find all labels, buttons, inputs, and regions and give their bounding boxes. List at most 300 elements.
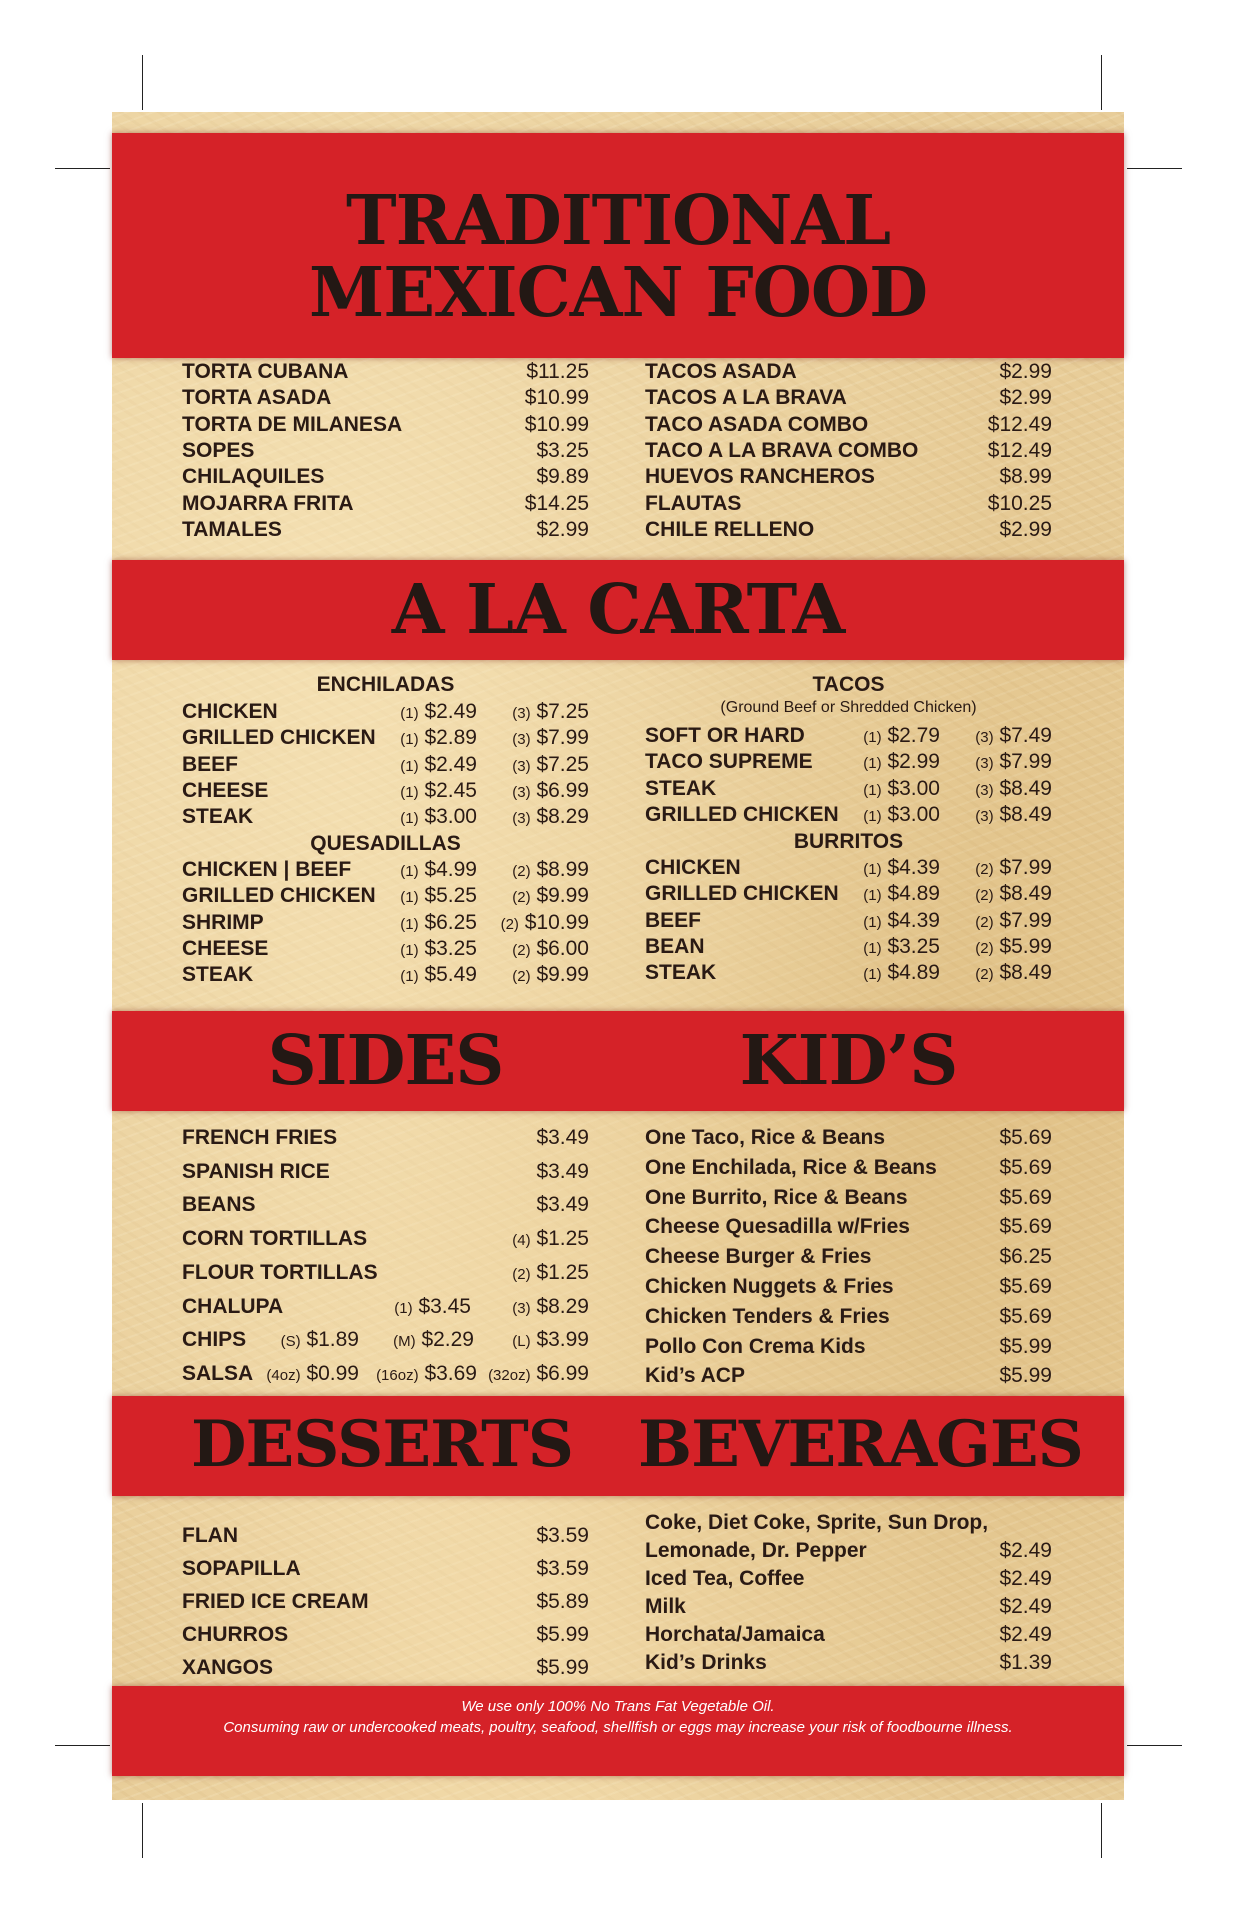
menu-item-row bbox=[182, 778, 589, 804]
price-value: $3.00 bbox=[887, 776, 940, 800]
item-price: $10.99 bbox=[524, 386, 589, 410]
quantity-price bbox=[975, 802, 1052, 830]
quantity-label: (3) bbox=[512, 783, 531, 801]
menu-item-row bbox=[645, 723, 1052, 749]
menu-item-row bbox=[182, 1192, 589, 1218]
menu-item-row bbox=[645, 1566, 1052, 1592]
menu-item-row bbox=[645, 1650, 1052, 1676]
item-price: $3.25 bbox=[536, 438, 589, 462]
menu-card bbox=[112, 112, 1124, 1800]
quantity-label: (3) bbox=[512, 705, 531, 722]
price-value: $4.89 bbox=[887, 961, 940, 985]
item-name: CHICKEN bbox=[645, 856, 741, 879]
price-value: $5.25 bbox=[424, 884, 477, 908]
item-name: One Taco, Rice & Beans bbox=[645, 1126, 886, 1149]
price-value: $1.25 bbox=[536, 1260, 589, 1284]
item-name: CHILAQUILES bbox=[182, 465, 325, 489]
quantity-price bbox=[400, 699, 477, 727]
item-name: CHILE RELLENO bbox=[645, 517, 815, 541]
quantity-label: (1) bbox=[400, 731, 419, 749]
desserts-title: DESSERTS bbox=[191, 1407, 573, 1482]
item-name: STEAK bbox=[182, 805, 254, 829]
quantity-price bbox=[863, 802, 940, 830]
price-value: $7.25 bbox=[536, 700, 589, 723]
item-price: $12.49 bbox=[987, 438, 1052, 462]
enchiladas-heading: ENCHILADAS bbox=[316, 673, 455, 696]
quantity-label: (2) bbox=[975, 887, 994, 905]
item-name: Kid’s ACP bbox=[645, 1364, 745, 1388]
menu-item-row bbox=[182, 804, 589, 830]
item-price: $2.99 bbox=[999, 517, 1052, 541]
quantity-price bbox=[400, 725, 477, 753]
quantity-label: (1) bbox=[863, 729, 882, 746]
crop-mark bbox=[55, 168, 110, 169]
item-name: Chicken Tenders & Fries bbox=[645, 1304, 890, 1328]
quantity-price bbox=[512, 725, 589, 753]
item-price: $5.69 bbox=[999, 1215, 1052, 1239]
menu-item-row bbox=[645, 1244, 1052, 1270]
item-name: HUEVOS RANCHEROS bbox=[645, 465, 875, 489]
item-name: Cheese Burger & Fries bbox=[645, 1245, 872, 1269]
quantity-price bbox=[512, 778, 589, 806]
item-name: Pollo Con Crema Kids bbox=[645, 1334, 866, 1358]
menu-item-row bbox=[182, 1327, 589, 1353]
item-name: TORTA ASADA bbox=[182, 386, 332, 410]
menu-item-row bbox=[645, 1155, 1052, 1181]
quantity-label: (3) bbox=[512, 810, 531, 828]
quantity-label: (S) bbox=[280, 1333, 301, 1351]
menu-item-row bbox=[645, 1274, 1052, 1300]
footer-line1: We use only 100% No Trans Fat Vegetable Oil. bbox=[461, 1698, 775, 1715]
quantity-price bbox=[863, 776, 940, 804]
item-name: One Burrito, Rice & Beans bbox=[645, 1185, 908, 1209]
crop-mark bbox=[1127, 1745, 1182, 1746]
quantity-price bbox=[863, 723, 940, 751]
quantity-label: (3) bbox=[512, 731, 531, 749]
tacos-heading: TACOS bbox=[812, 673, 885, 696]
menu-item-row bbox=[182, 725, 589, 751]
item-price: $5.89 bbox=[536, 1590, 589, 1613]
quantity-price bbox=[512, 1260, 589, 1288]
beverages-title: BEVERAGES bbox=[638, 1407, 1083, 1482]
menu-item-row bbox=[182, 1226, 589, 1252]
price-value: $1.25 bbox=[536, 1227, 589, 1251]
item-name: STEAK bbox=[645, 776, 717, 800]
item-name: SPANISH RICE bbox=[182, 1159, 330, 1183]
price-value: $4.99 bbox=[424, 858, 477, 881]
price-value: $10.99 bbox=[524, 910, 589, 934]
quantity-price bbox=[400, 804, 477, 832]
menu-item-row bbox=[645, 491, 1052, 517]
price-value: $7.99 bbox=[536, 726, 589, 750]
menu-item-row bbox=[645, 855, 1052, 881]
item-name: GRILLED CHICKEN bbox=[645, 882, 839, 906]
item-price: $8.99 bbox=[999, 465, 1052, 489]
price-value: $4.89 bbox=[887, 882, 940, 906]
item-name: CHIPS bbox=[182, 1328, 247, 1352]
quantity-price bbox=[975, 723, 1052, 751]
price-value: $7.25 bbox=[536, 752, 589, 776]
quantity-price bbox=[400, 883, 477, 911]
menu-item-row bbox=[182, 438, 589, 464]
quantity-label: (1) bbox=[863, 861, 882, 878]
price-value: $8.49 bbox=[999, 882, 1052, 906]
menu-item-row bbox=[182, 1655, 589, 1681]
menu-item-row bbox=[645, 749, 1052, 775]
price-value: $9.99 bbox=[536, 963, 589, 987]
item-price: $5.69 bbox=[999, 1304, 1052, 1328]
item-name: Iced Tea, Coffee bbox=[645, 1567, 805, 1590]
price-value: $7.49 bbox=[999, 724, 1052, 747]
menu-item-row bbox=[645, 1622, 1052, 1648]
a-la-carta-title: A LA CARTA bbox=[391, 570, 845, 650]
menu-item-row bbox=[182, 883, 589, 909]
menu-item-row bbox=[182, 1294, 589, 1320]
quantity-price bbox=[394, 1294, 471, 1322]
menu-item-row bbox=[645, 881, 1052, 907]
menu-item-row bbox=[182, 962, 589, 988]
menu-item-row bbox=[645, 1594, 1052, 1620]
quantity-price bbox=[266, 1361, 359, 1389]
item-price: $1.39 bbox=[999, 1651, 1052, 1674]
item-price: $3.49 bbox=[536, 1159, 589, 1183]
quantity-price bbox=[975, 881, 1052, 909]
quantity-label: (2) bbox=[975, 861, 994, 878]
quantity-price bbox=[863, 881, 940, 909]
menu-item-row bbox=[645, 960, 1052, 986]
price-value: $3.25 bbox=[424, 936, 477, 960]
item-name: Milk bbox=[645, 1595, 686, 1618]
item-name: BEEF bbox=[645, 908, 702, 932]
price-value: $4.39 bbox=[887, 908, 940, 932]
menu-item-row bbox=[182, 412, 589, 438]
quantity-label: (1) bbox=[400, 757, 419, 775]
menu-item-row bbox=[645, 802, 1052, 828]
menu-item-row bbox=[645, 464, 1052, 490]
item-price: $9.89 bbox=[536, 465, 589, 489]
quantity-label: (2) bbox=[975, 966, 994, 984]
quantity-label: (32oz) bbox=[488, 1366, 531, 1384]
item-price: $10.99 bbox=[524, 412, 589, 436]
quantity-label: (16oz) bbox=[376, 1366, 419, 1384]
price-value: $5.49 bbox=[424, 963, 477, 987]
item-name: TACOS ASADA bbox=[645, 360, 797, 383]
beverage-name: Coke, Diet Coke, Sprite, Sun Drop, bbox=[645, 1511, 989, 1534]
item-name: Chicken Nuggets & Fries bbox=[645, 1275, 894, 1298]
item-name: Kid’s Drinks bbox=[645, 1651, 767, 1674]
price-value: $7.99 bbox=[999, 856, 1052, 879]
menu-item-row bbox=[182, 699, 589, 725]
menu-item-row bbox=[182, 1125, 589, 1151]
price-value: $2.79 bbox=[887, 724, 940, 747]
quantity-price bbox=[376, 1361, 477, 1389]
menu-item-row bbox=[182, 1361, 589, 1387]
quantity-label: (2) bbox=[975, 913, 994, 931]
crop-mark bbox=[55, 1745, 110, 1746]
menu-item-row bbox=[645, 1334, 1052, 1360]
menu-item-row bbox=[645, 438, 1052, 464]
price-value: $2.99 bbox=[887, 750, 940, 774]
sides-title: SIDES bbox=[267, 1021, 504, 1101]
quantity-price bbox=[975, 934, 1052, 962]
quantity-price bbox=[393, 1327, 474, 1355]
item-name: XANGOS bbox=[182, 1656, 274, 1679]
quantity-price bbox=[863, 934, 940, 962]
menu-item-row bbox=[182, 1523, 589, 1549]
item-name: SOFT OR HARD bbox=[645, 724, 805, 747]
item-price: $3.59 bbox=[536, 1557, 589, 1580]
item-name: TACO A LA BRAVA COMBO bbox=[645, 438, 919, 462]
price-value: $3.00 bbox=[424, 805, 477, 829]
item-name: GRILLED CHICKEN bbox=[645, 802, 839, 826]
quantity-price bbox=[400, 752, 477, 780]
quantity-price bbox=[863, 908, 940, 936]
quantity-label: (3) bbox=[975, 807, 994, 825]
kids-title: KID’S bbox=[739, 1021, 958, 1101]
item-name: CHURROS bbox=[182, 1623, 289, 1646]
item-price: $2.49 bbox=[999, 1567, 1052, 1590]
menu-item-row bbox=[182, 491, 589, 517]
price-value: $2.29 bbox=[421, 1328, 474, 1352]
quantity-label: (2) bbox=[500, 915, 519, 933]
crop-mark bbox=[1101, 1803, 1102, 1858]
quantity-price bbox=[400, 936, 477, 964]
item-name: STEAK bbox=[182, 963, 254, 987]
item-name: One Enchilada, Rice & Beans bbox=[645, 1155, 937, 1179]
menu-item-row bbox=[645, 1538, 1052, 1564]
item-name: TORTA CUBANA bbox=[182, 360, 349, 383]
menu-item-row bbox=[182, 385, 589, 411]
menu-item-row bbox=[182, 857, 589, 883]
quantity-label: (1) bbox=[863, 781, 882, 799]
price-value: $7.99 bbox=[999, 750, 1052, 774]
traditional-title-line1: TRADITIONAL bbox=[345, 181, 891, 261]
traditional-title-line2: MEXICAN FOOD bbox=[308, 253, 928, 333]
crop-mark bbox=[142, 55, 143, 110]
item-name: CHEESE bbox=[182, 936, 269, 960]
item-price: $11.25 bbox=[526, 360, 589, 383]
quantity-price bbox=[512, 804, 589, 832]
item-price: $5.99 bbox=[999, 1334, 1052, 1358]
quantity-label: (1) bbox=[394, 1299, 413, 1317]
quantity-label: (1) bbox=[400, 783, 419, 801]
burritos-heading: BURRITOS bbox=[793, 830, 904, 853]
item-name: TAMALES bbox=[182, 517, 282, 541]
quantity-label: (1) bbox=[863, 755, 882, 773]
item-name: SOPAPILLA bbox=[182, 1557, 301, 1580]
price-value: $3.00 bbox=[887, 802, 940, 826]
menu-item-row bbox=[645, 517, 1052, 543]
item-price: $5.99 bbox=[999, 1364, 1052, 1388]
item-name: FRENCH FRIES bbox=[182, 1126, 338, 1149]
quantity-label: (1) bbox=[400, 705, 419, 722]
price-value: $7.99 bbox=[999, 908, 1052, 932]
menu-item-row bbox=[182, 752, 589, 778]
item-name: STEAK bbox=[645, 961, 717, 985]
menu-item-row bbox=[645, 934, 1052, 960]
price-value: $2.45 bbox=[424, 778, 477, 802]
quantity-label: (1) bbox=[863, 939, 882, 957]
crop-mark bbox=[1101, 55, 1102, 110]
item-name: CHICKEN bbox=[182, 700, 278, 723]
price-value: $2.49 bbox=[424, 700, 477, 723]
menu-item-row bbox=[182, 464, 589, 490]
crop-mark bbox=[142, 1803, 143, 1858]
quantity-price bbox=[512, 857, 589, 885]
item-price: $2.99 bbox=[999, 360, 1052, 383]
item-price: $2.49 bbox=[999, 1539, 1052, 1562]
item-name: TACOS A LA BRAVA bbox=[645, 386, 847, 410]
menu-item-row bbox=[645, 1214, 1052, 1240]
price-value: $6.99 bbox=[536, 1361, 589, 1385]
item-name: SHRIMP bbox=[182, 910, 264, 934]
menu-item-row bbox=[182, 1556, 589, 1582]
menu-item-row bbox=[182, 359, 589, 385]
quantity-price bbox=[512, 1294, 589, 1322]
quantity-price bbox=[863, 749, 940, 777]
item-name: MOJARRA FRITA bbox=[182, 491, 354, 515]
quantity-label: (1) bbox=[400, 968, 419, 986]
quantity-label: (1) bbox=[863, 807, 882, 825]
quantity-label: (3) bbox=[512, 757, 531, 775]
quantity-label: (3) bbox=[975, 781, 994, 799]
price-value: $2.89 bbox=[424, 726, 477, 750]
price-value: $6.25 bbox=[424, 910, 477, 934]
item-price: $2.49 bbox=[999, 1595, 1052, 1618]
quantity-price bbox=[512, 883, 589, 911]
item-name: BEANS bbox=[182, 1193, 256, 1217]
item-name: FLAUTAS bbox=[645, 491, 742, 515]
quantity-price bbox=[501, 910, 589, 938]
quantity-price bbox=[863, 855, 940, 883]
item-name: GRILLED CHICKEN bbox=[182, 884, 376, 908]
item-price: $2.49 bbox=[999, 1623, 1052, 1646]
quantity-price bbox=[512, 1327, 589, 1355]
price-value: $1.89 bbox=[306, 1328, 359, 1352]
item-name: SOPES bbox=[182, 438, 255, 462]
menu-item-row bbox=[645, 1363, 1052, 1389]
price-value: $3.69 bbox=[424, 1361, 477, 1385]
quantity-price bbox=[975, 855, 1052, 883]
price-value: $8.29 bbox=[536, 805, 589, 829]
quantity-price bbox=[975, 908, 1052, 936]
price-value: $8.49 bbox=[999, 776, 1052, 800]
menu-item-row bbox=[645, 1125, 1052, 1151]
quantity-price bbox=[512, 752, 589, 780]
item-price: $5.69 bbox=[999, 1126, 1052, 1149]
menu-item-row bbox=[645, 908, 1052, 934]
menu-item-row bbox=[182, 517, 589, 543]
menu-item-row bbox=[645, 412, 1052, 438]
item-price: $14.25 bbox=[524, 491, 589, 515]
menu-item-row bbox=[182, 936, 589, 962]
quantity-label: (3) bbox=[512, 1299, 531, 1317]
quantity-label: (1) bbox=[400, 863, 419, 880]
price-value: $4.39 bbox=[887, 856, 940, 879]
item-name: CHALUPA bbox=[182, 1294, 284, 1318]
quantity-label: (2) bbox=[512, 889, 531, 907]
item-price: $5.69 bbox=[999, 1275, 1052, 1298]
item-price: $3.49 bbox=[536, 1193, 589, 1217]
item-name: SALSA bbox=[182, 1361, 254, 1385]
price-value: $6.99 bbox=[536, 778, 589, 802]
item-price: $2.99 bbox=[536, 517, 589, 541]
item-name: Lemonade, Dr. Pepper bbox=[645, 1539, 867, 1562]
quantity-label: (1) bbox=[400, 810, 419, 828]
quantity-label: (4) bbox=[512, 1232, 531, 1250]
item-name: BEEF bbox=[182, 752, 239, 776]
quantity-price bbox=[281, 1327, 359, 1355]
item-name: Horchata/Jamaica bbox=[645, 1623, 825, 1646]
price-value: $8.29 bbox=[536, 1294, 589, 1318]
item-name: GRILLED CHICKEN bbox=[182, 726, 376, 750]
quantity-price bbox=[975, 776, 1052, 804]
quantity-label: (1) bbox=[400, 889, 419, 907]
price-value: $3.45 bbox=[418, 1294, 471, 1318]
item-price: $6.25 bbox=[999, 1245, 1052, 1269]
menu-item-row bbox=[182, 1589, 589, 1615]
quantity-price bbox=[400, 962, 477, 990]
price-value: $5.99 bbox=[999, 934, 1052, 958]
quantity-label: (4oz) bbox=[266, 1366, 301, 1384]
quantity-price bbox=[512, 1226, 589, 1254]
menu-item-row bbox=[182, 1622, 589, 1648]
menu-item-row bbox=[182, 1260, 589, 1286]
item-name: TORTA DE MILANESA bbox=[182, 412, 403, 436]
quantity-price bbox=[975, 749, 1052, 777]
item-name: Cheese Quesadilla w/Fries bbox=[645, 1215, 910, 1239]
item-name: FLAN bbox=[182, 1524, 238, 1547]
quantity-label: (1) bbox=[400, 915, 419, 933]
quantity-price bbox=[488, 1361, 589, 1389]
item-price: $5.99 bbox=[536, 1623, 589, 1646]
quantity-price bbox=[400, 778, 477, 806]
quantity-label: (3) bbox=[975, 729, 994, 746]
quantity-label: (2) bbox=[512, 968, 531, 986]
item-name: FLOUR TORTILLAS bbox=[182, 1260, 378, 1284]
item-name: TACO SUPREME bbox=[645, 750, 813, 774]
quantity-price bbox=[975, 960, 1052, 988]
item-name: CHICKEN | BEEF bbox=[182, 858, 352, 881]
crop-mark bbox=[1127, 168, 1182, 169]
quantity-label: (3) bbox=[975, 755, 994, 773]
menu-item-row bbox=[182, 910, 589, 936]
price-value: $3.99 bbox=[536, 1328, 589, 1352]
quantity-label: (2) bbox=[512, 941, 531, 959]
menu-item-row bbox=[182, 1159, 589, 1185]
item-price: $5.99 bbox=[536, 1656, 589, 1679]
quantity-label: (1) bbox=[863, 966, 882, 984]
price-value: $0.99 bbox=[306, 1361, 359, 1385]
quantity-price bbox=[400, 857, 477, 885]
quesadillas-heading: QUESADILLAS bbox=[310, 832, 461, 855]
quantity-label: (2) bbox=[512, 863, 531, 880]
quantity-price bbox=[863, 960, 940, 988]
quantity-label: (2) bbox=[512, 1265, 531, 1283]
quantity-price bbox=[512, 699, 589, 727]
item-price: $5.69 bbox=[999, 1185, 1052, 1209]
item-price: $5.69 bbox=[999, 1155, 1052, 1179]
item-price: $10.25 bbox=[987, 491, 1052, 515]
price-value: $9.99 bbox=[536, 884, 589, 908]
menu-item-row bbox=[645, 1185, 1052, 1211]
menu-item-row bbox=[645, 1304, 1052, 1330]
item-price: $2.99 bbox=[999, 386, 1052, 410]
quantity-label: (2) bbox=[975, 939, 994, 957]
item-name: CORN TORTILLAS bbox=[182, 1227, 368, 1251]
menu-item-row bbox=[645, 359, 1052, 385]
quantity-label: (1) bbox=[863, 887, 882, 905]
